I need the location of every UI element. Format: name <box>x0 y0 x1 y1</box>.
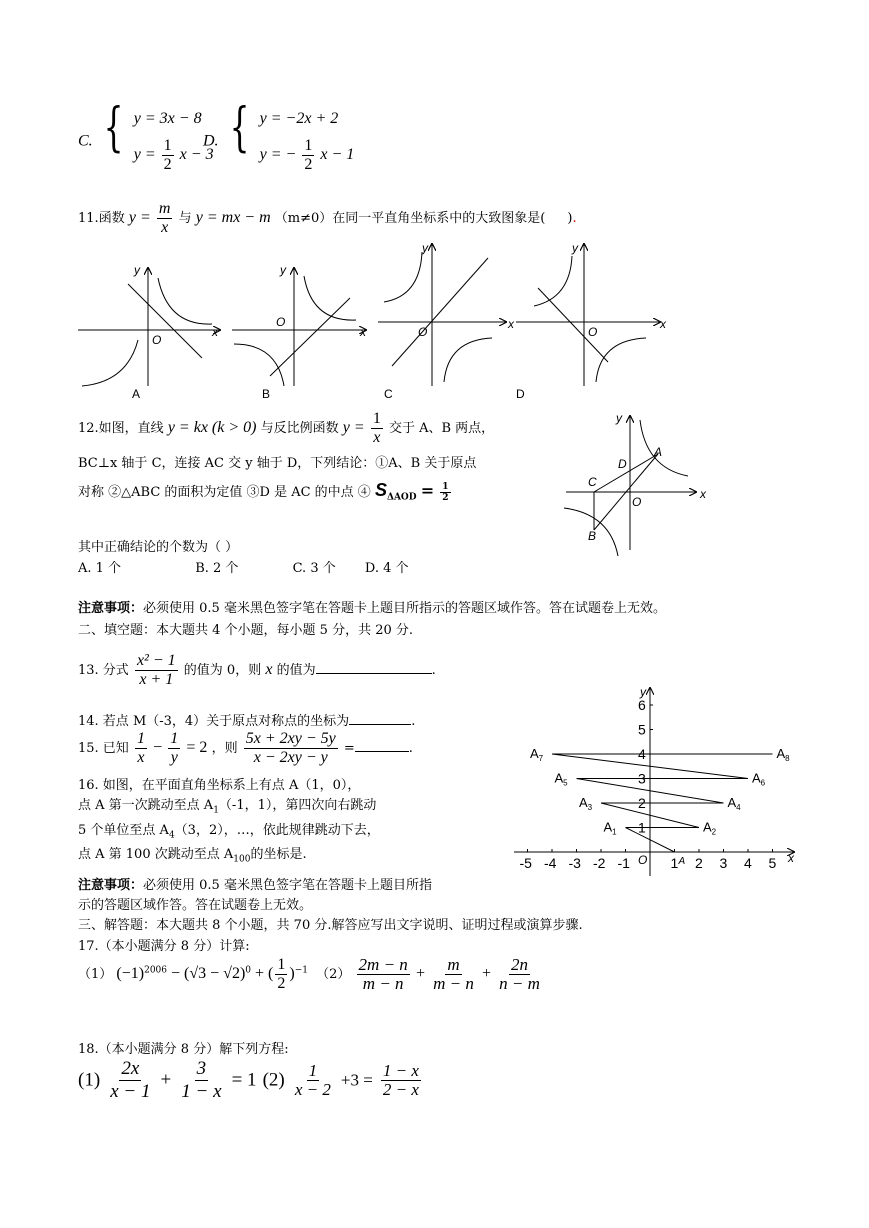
point-labels <box>530 746 790 867</box>
answer-blank[interactable] <box>355 751 409 752</box>
eq-part: y = <box>133 146 156 163</box>
frac-num: 5x + 2xy − 5y <box>245 730 336 747</box>
x-tick-label: 4 <box>744 855 752 871</box>
x-label: x <box>212 325 218 339</box>
q14-text: 14. 若点 M（-3，4）关于原点对称点的坐标为 <box>78 714 350 729</box>
q12-eq: = <box>420 481 435 500</box>
frac-den: m − n <box>433 974 474 993</box>
q17-op: + <box>415 965 425 982</box>
point-label-main: A <box>554 770 564 786</box>
frac-num: 1 <box>277 956 286 973</box>
fraction <box>135 652 178 689</box>
q12-figure <box>558 410 708 560</box>
q16-line4 <box>78 845 380 870</box>
notice-1 <box>78 597 666 616</box>
q16-text: 点 A 第一次跳动至点 A <box>78 798 214 813</box>
x-axis-label: x <box>788 851 794 865</box>
answer-blank[interactable] <box>349 724 411 725</box>
point-label <box>678 856 686 867</box>
y-tick-label: 1 <box>638 819 646 836</box>
brace: { <box>229 98 250 158</box>
point-label <box>604 820 618 837</box>
q12-text: 与反比例函数 <box>260 421 339 436</box>
option-label: B <box>262 387 271 401</box>
q11-text: . <box>572 211 577 226</box>
y-tick-label: 2 <box>638 795 646 811</box>
fraction <box>431 956 476 993</box>
q16-figure <box>506 682 806 882</box>
frac-den: x <box>137 749 145 766</box>
point-b-label: B <box>588 529 597 543</box>
x-label: x <box>700 487 706 501</box>
eq-part: y = − <box>259 146 297 163</box>
x-tick-label: 5 <box>768 855 777 871</box>
q10-d-eq2 <box>260 137 355 174</box>
fraction <box>168 730 180 767</box>
q12-line4: 其中正确结论的个数为（ ） <box>78 540 239 555</box>
frac-den: 2 <box>304 155 313 173</box>
x-tick-label: 3 <box>719 855 728 871</box>
q12-line3 <box>78 480 453 503</box>
q15-text: 15. 已知 <box>78 741 129 756</box>
frac-num: x² − 1 <box>136 652 176 669</box>
section-3-heading: 三、解答题：本大题共 8 个小题，共 70 分.解答应写出文字说明、证明过程或演算步骤. <box>78 918 583 933</box>
x-tick-label: -1 <box>617 855 630 871</box>
fraction <box>135 730 147 767</box>
q10-c-eq2 <box>134 137 214 174</box>
frac-num: 1 <box>308 1061 318 1080</box>
fraction <box>293 1062 333 1099</box>
q14 <box>78 710 415 729</box>
q17-title: 17.（本小题满分 8 分）计算: <box>78 939 250 954</box>
q17-exp: 0 <box>245 965 252 976</box>
q12-text: 对称 ②△ABC 的面积为定值 ③D 是 AC 的中点 ④ <box>78 485 371 500</box>
q11-func1: y = <box>128 209 151 226</box>
q16-text: （-1，1），第四次向右跳动 <box>218 798 377 813</box>
q12-choice-a: A. 1 个 <box>78 561 122 576</box>
origin-label: O <box>276 315 286 329</box>
q12-s: S <box>374 480 387 500</box>
origin-label: O <box>588 325 598 339</box>
q18-label: (1) <box>78 1069 101 1091</box>
q10-option-c <box>78 98 214 174</box>
q12-choices <box>78 557 409 576</box>
point-label-main: A <box>678 856 686 867</box>
frac-num: 2n <box>511 955 529 974</box>
q16-sub: 4 <box>168 830 175 841</box>
frac-den: y <box>170 749 178 766</box>
point-label-sub: 2 <box>711 827 717 837</box>
y-tick-label: 6 <box>638 697 646 713</box>
q11-text: ) <box>567 211 573 226</box>
frac-den: x + 1 <box>139 671 174 688</box>
frac-num: 1 <box>170 730 179 747</box>
frac-den: 2 <box>277 975 286 992</box>
x-tick-label: -3 <box>568 855 581 871</box>
frac-den: x <box>373 429 381 446</box>
point-label-main: A <box>752 770 761 786</box>
option-label: A <box>132 387 141 401</box>
frac-den: n − m <box>499 974 540 993</box>
q10-c-label: C. <box>78 132 93 150</box>
point-label <box>728 795 742 812</box>
graph-d <box>516 241 667 401</box>
point-label-sub: 1 <box>612 827 617 837</box>
q17-expr: − (√3 − √2) <box>167 965 246 982</box>
q11-text: （m≠0）在同一平直角坐标系中的大致图象是( <box>274 211 546 226</box>
q12-choice-c: C. 3 个 <box>292 561 336 576</box>
notice-2 <box>78 876 432 916</box>
x-tick-label: 1 <box>670 855 679 871</box>
q17-label: （2） <box>316 967 351 982</box>
q12-line1 <box>78 410 494 447</box>
point-label-sub: 3 <box>587 803 593 812</box>
q18-label: (2) <box>262 1069 285 1091</box>
fraction <box>275 956 287 993</box>
y-label: y <box>280 263 286 277</box>
q13 <box>78 652 436 689</box>
q18-op: +3 = <box>340 1070 373 1090</box>
q16-sub: 1 <box>213 805 219 816</box>
eq-part: x − 3 <box>179 146 214 163</box>
frac-num: 1 <box>442 482 449 492</box>
x-label: x <box>360 325 366 339</box>
q13-var: x <box>265 661 273 678</box>
q17-label: （1） <box>78 967 113 982</box>
origin-label: O <box>152 333 162 347</box>
q11-graphs <box>72 236 672 406</box>
q17-expr: + ( <box>251 965 274 982</box>
q13-text: . <box>431 663 436 678</box>
point-label-main: A <box>579 795 588 810</box>
brace: { <box>103 98 124 158</box>
q13-text: 的值为 0，则 <box>183 663 262 678</box>
point-label <box>703 820 717 837</box>
point-label-sub: 5 <box>563 778 568 788</box>
fraction <box>440 482 450 503</box>
frac-num: 1 <box>136 730 145 747</box>
point-label-sub: 6 <box>760 778 766 788</box>
graph-a <box>78 263 220 401</box>
frac-num: 2x <box>121 1058 140 1079</box>
point-label-sub: 7 <box>538 754 544 763</box>
frac-den: m − n <box>362 974 404 993</box>
q11-number: 11. <box>78 211 99 226</box>
frac-den: 2 <box>442 493 449 503</box>
q17-op: + <box>482 965 492 982</box>
q17-exp: −1 <box>294 965 308 976</box>
option-label: C <box>384 387 393 401</box>
point-label-main: A <box>727 795 737 810</box>
q16-line3 <box>78 821 380 846</box>
y-tick-label: 5 <box>638 721 646 738</box>
y-label: y <box>616 411 622 425</box>
frac-num: m <box>158 200 171 217</box>
q12-choice-d: D. 4 个 <box>364 561 409 576</box>
q10-d-label: D. <box>203 132 219 150</box>
q12-text: 12.如图，直线 <box>78 421 164 436</box>
point-d-label: D <box>618 457 627 471</box>
q10-d-eq1: y = −2x + 2 <box>259 109 339 127</box>
q16-text: 5 个单位至点 A <box>78 822 169 838</box>
frac-den: x − 2xy − y <box>253 749 328 766</box>
graph-c <box>378 241 515 401</box>
frac-num: 1 − x <box>382 1061 419 1080</box>
q17-parts <box>78 956 544 993</box>
option-label: D <box>516 387 525 401</box>
point-label <box>579 795 593 812</box>
y-label: y <box>134 263 140 277</box>
fraction <box>371 410 383 447</box>
notice-bold: 注意事项： <box>78 601 144 616</box>
frac-num: 1 <box>304 136 313 154</box>
point-c-label: C <box>588 475 597 489</box>
frac-den: 2 <box>163 155 172 173</box>
fraction <box>381 1062 421 1099</box>
q15-text: = <box>343 741 355 756</box>
frac-den: x − 1 <box>110 1081 151 1102</box>
point-label-main: A <box>603 819 613 835</box>
y-label: y <box>572 241 578 255</box>
q18-parts <box>78 1058 423 1103</box>
graph-b <box>232 263 367 401</box>
q12-choice-b: B. 2 个 <box>195 561 239 576</box>
section-2-heading: 二、填空题：本大题共 4 个小题，每小题 5 分，共 20 分. <box>78 623 414 638</box>
q11-text: 与 <box>178 211 192 226</box>
x-tick-label: -2 <box>593 855 606 871</box>
frac-den: 1 − x <box>181 1081 222 1102</box>
q18-title: 18.（本小题满分 8 分）解下列方程: <box>78 1042 289 1057</box>
y-tick-label: 3 <box>638 770 646 787</box>
q16-text: 的坐标是. <box>250 847 307 863</box>
q16-line1: 16. 如图，在平面直角坐标系上有点 A（1，0）， <box>78 778 361 793</box>
frac-num: 3 <box>196 1058 207 1079</box>
q18-op: + <box>160 1069 172 1091</box>
q12-line2: BC⊥x 轴于 C，连接 AC 交 y 轴于 D，下列结论：①A、B 关于原点 <box>78 456 477 471</box>
point-a-label: A <box>654 445 663 459</box>
x-label: x <box>508 317 514 331</box>
y-tick-label: 4 <box>638 746 646 762</box>
q11-func2: y = mx − m <box>195 209 271 226</box>
notice-text: 示的答题区域作答。答在试题卷上无效。 <box>78 898 313 913</box>
fraction <box>162 137 174 174</box>
answer-blank[interactable] <box>316 673 432 674</box>
point-label <box>555 771 569 788</box>
point-label <box>530 746 544 763</box>
q15 <box>78 730 413 767</box>
q16-sub: 100 <box>233 854 251 865</box>
point-label-sub: 4 <box>736 803 741 812</box>
y-label: y <box>422 241 428 255</box>
q14-text: . <box>411 714 416 729</box>
notice-text: 必须使用 0.5 毫米黑色签字笔在答题卡上题目所指 <box>143 878 432 893</box>
eq-part: x − 1 <box>320 146 355 163</box>
fraction <box>108 1058 152 1103</box>
q18-op: = 1 <box>231 1069 257 1091</box>
q16-line2 <box>78 796 380 821</box>
notice-text: 必须使用 0.5 毫米黑色签字笔在答题卡上题目所指示的答题区域作答。答在试题卷上无效。 <box>143 601 666 616</box>
point-label-sub: 8 <box>785 754 790 763</box>
fraction <box>179 1058 223 1103</box>
origin-label: O <box>632 495 642 509</box>
fraction <box>497 956 542 993</box>
q15-op: − <box>153 739 163 756</box>
q12-line-eq: y = kx (k > 0) <box>167 419 257 436</box>
y-axis-label: y <box>640 685 646 699</box>
point-label-main: A <box>703 819 712 835</box>
x-tick-label: 2 <box>695 855 703 871</box>
frac-den: 2 − x <box>382 1080 419 1099</box>
frac-den: x <box>161 219 169 236</box>
point-label <box>752 771 766 788</box>
q12-func: y = <box>342 419 365 436</box>
q10-option-d <box>203 98 355 174</box>
frac-num: 2m − n <box>358 955 408 974</box>
q13-text: 13. 分式 <box>78 663 129 678</box>
q10-d-system <box>260 109 355 174</box>
frac-num: 1 <box>163 136 172 154</box>
x-tick-label: -4 <box>544 855 557 871</box>
x-label: x <box>660 317 666 331</box>
origin-label: O <box>638 853 648 867</box>
frac-num: 1 <box>372 410 381 427</box>
q10-c-eq1: y = 3x − 8 <box>133 109 202 127</box>
q17-expr: ) <box>289 965 295 982</box>
point-label <box>777 746 791 763</box>
q17-exp: 2006 <box>144 965 168 976</box>
q15-text: ，则 <box>211 741 238 756</box>
point-label-main: A <box>530 746 539 761</box>
fraction <box>157 200 173 237</box>
q10-c-system <box>134 109 214 174</box>
q15-text: . <box>408 741 413 756</box>
fraction <box>357 956 410 993</box>
frac-num: m <box>447 955 460 974</box>
frac-den: x − 2 <box>294 1080 331 1099</box>
fraction <box>302 137 314 174</box>
notice-bold: 注意事项： <box>78 878 144 893</box>
origin-label: O <box>418 325 428 339</box>
q12-s-sub: ΔAOD <box>386 492 417 503</box>
q17-expr: (−1) <box>116 965 145 982</box>
q12-text: 交于 A、B 两点， <box>388 421 495 436</box>
q16-text: （3，2），…，依此规律跳动下去， <box>174 822 380 838</box>
q11-text: 函数 <box>98 211 125 226</box>
x-tick-label: -5 <box>519 855 532 871</box>
q15-op: = 2 <box>186 739 208 756</box>
q16-text: 点 A 第 100 次跳动至点 A <box>78 847 234 863</box>
q11-stem <box>78 200 577 237</box>
fraction <box>244 730 338 767</box>
q16 <box>78 776 380 870</box>
point-label-main: A <box>776 746 786 761</box>
q13-text: 的值为 <box>276 663 316 678</box>
